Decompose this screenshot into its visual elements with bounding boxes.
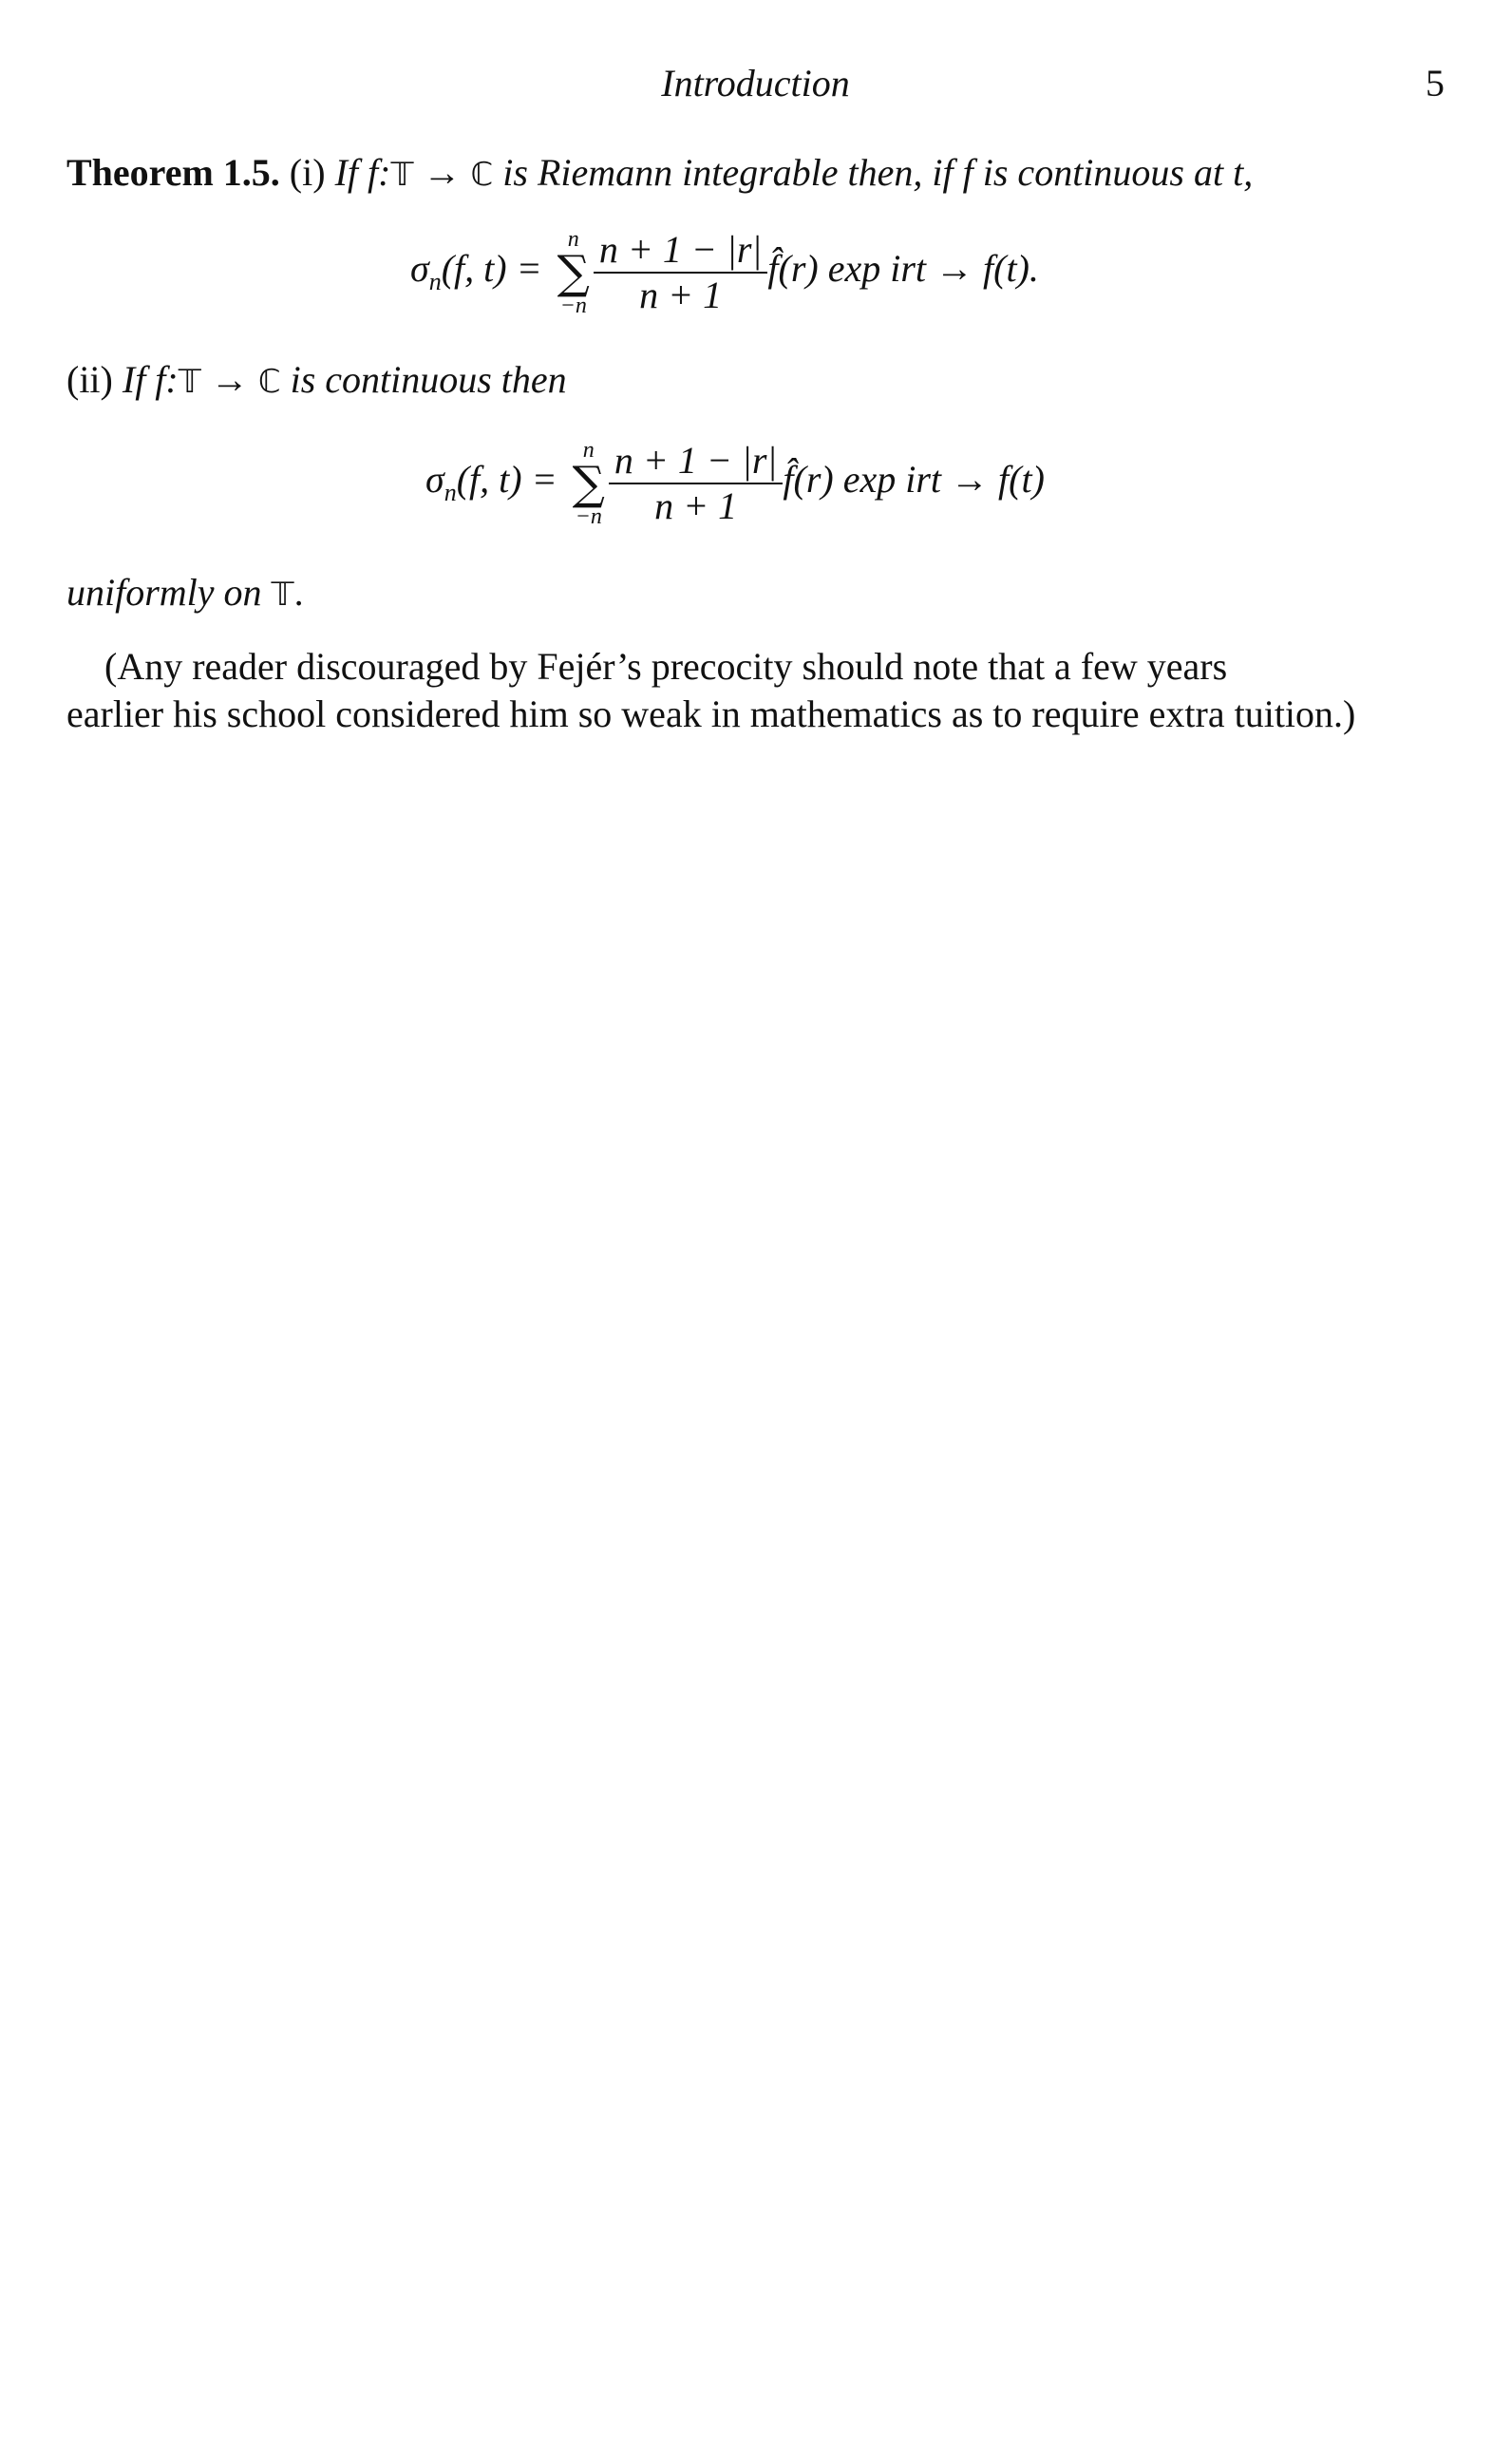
torus-symbol: 𝕋 (271, 576, 294, 614)
remark-line-1: (Any reader discouraged by Fejér’s precocity should note that a few years (104, 645, 1228, 688)
fraction (609, 439, 784, 528)
sum-upper-limit: n (582, 438, 595, 463)
conclusion-period: . (293, 571, 304, 614)
theorem-statement-ii (66, 357, 567, 402)
sigma-subscript: n (428, 268, 442, 296)
sigma-args: (f, t) = (441, 247, 542, 291)
sum-symbol: ∑ (572, 457, 605, 510)
fraction-numerator: n + 1 − |r| (594, 228, 768, 274)
torus-symbol: 𝕋 (390, 156, 414, 194)
formula-2 (425, 439, 1045, 528)
theorem-label: Theorem 1.5. (66, 151, 280, 194)
sigma-symbol: σ (425, 458, 444, 502)
part-i-marker: (i) (289, 151, 326, 194)
part-ii-text-a: If f: (122, 358, 179, 401)
theorem-conclusion (66, 570, 304, 615)
theorem-statement-i (66, 150, 1253, 195)
formula-rhs: f̂(r) exp irt → f(t). (767, 247, 1039, 291)
summation (573, 439, 605, 528)
sigma-args: (f, t) = (456, 458, 557, 502)
part-ii-marker: (ii) (66, 358, 113, 401)
summation (557, 228, 590, 317)
part-i-text-b: is Riemann integrable then, if f is continuous at t, (502, 151, 1254, 194)
fraction (594, 228, 768, 317)
fraction-denominator: n + 1 (639, 274, 723, 316)
formula-rhs: f̂(r) exp irt → f(t) (783, 458, 1045, 502)
conclusion-text: uniformly on (66, 571, 262, 614)
page-number: 5 (1426, 62, 1445, 104)
complex-symbol: ℂ (470, 156, 494, 194)
sigma-symbol: σ (410, 247, 429, 291)
torus-symbol: 𝕋 (178, 363, 201, 401)
remark-line-2: earlier his school considered him so weak in mathematics as to require extra tuition.) (66, 692, 1356, 735)
sum-lower-limit: −n (559, 294, 587, 318)
sum-lower-limit: −n (575, 504, 602, 529)
sum-upper-limit: n (567, 227, 579, 252)
fraction-numerator: n + 1 − |r| (609, 439, 784, 484)
complex-symbol: ℂ (257, 363, 281, 401)
running-head: Introduction (661, 62, 850, 104)
arrow-symbol: → (210, 358, 249, 401)
part-i-text-a: If f: (334, 151, 391, 194)
formula-1 (410, 228, 1039, 317)
sigma-subscript: n (444, 479, 457, 507)
part-ii-text-b: is continuous then (290, 358, 567, 401)
arrow-symbol: → (423, 151, 462, 194)
sum-symbol: ∑ (557, 246, 590, 299)
fraction-denominator: n + 1 (654, 484, 738, 527)
